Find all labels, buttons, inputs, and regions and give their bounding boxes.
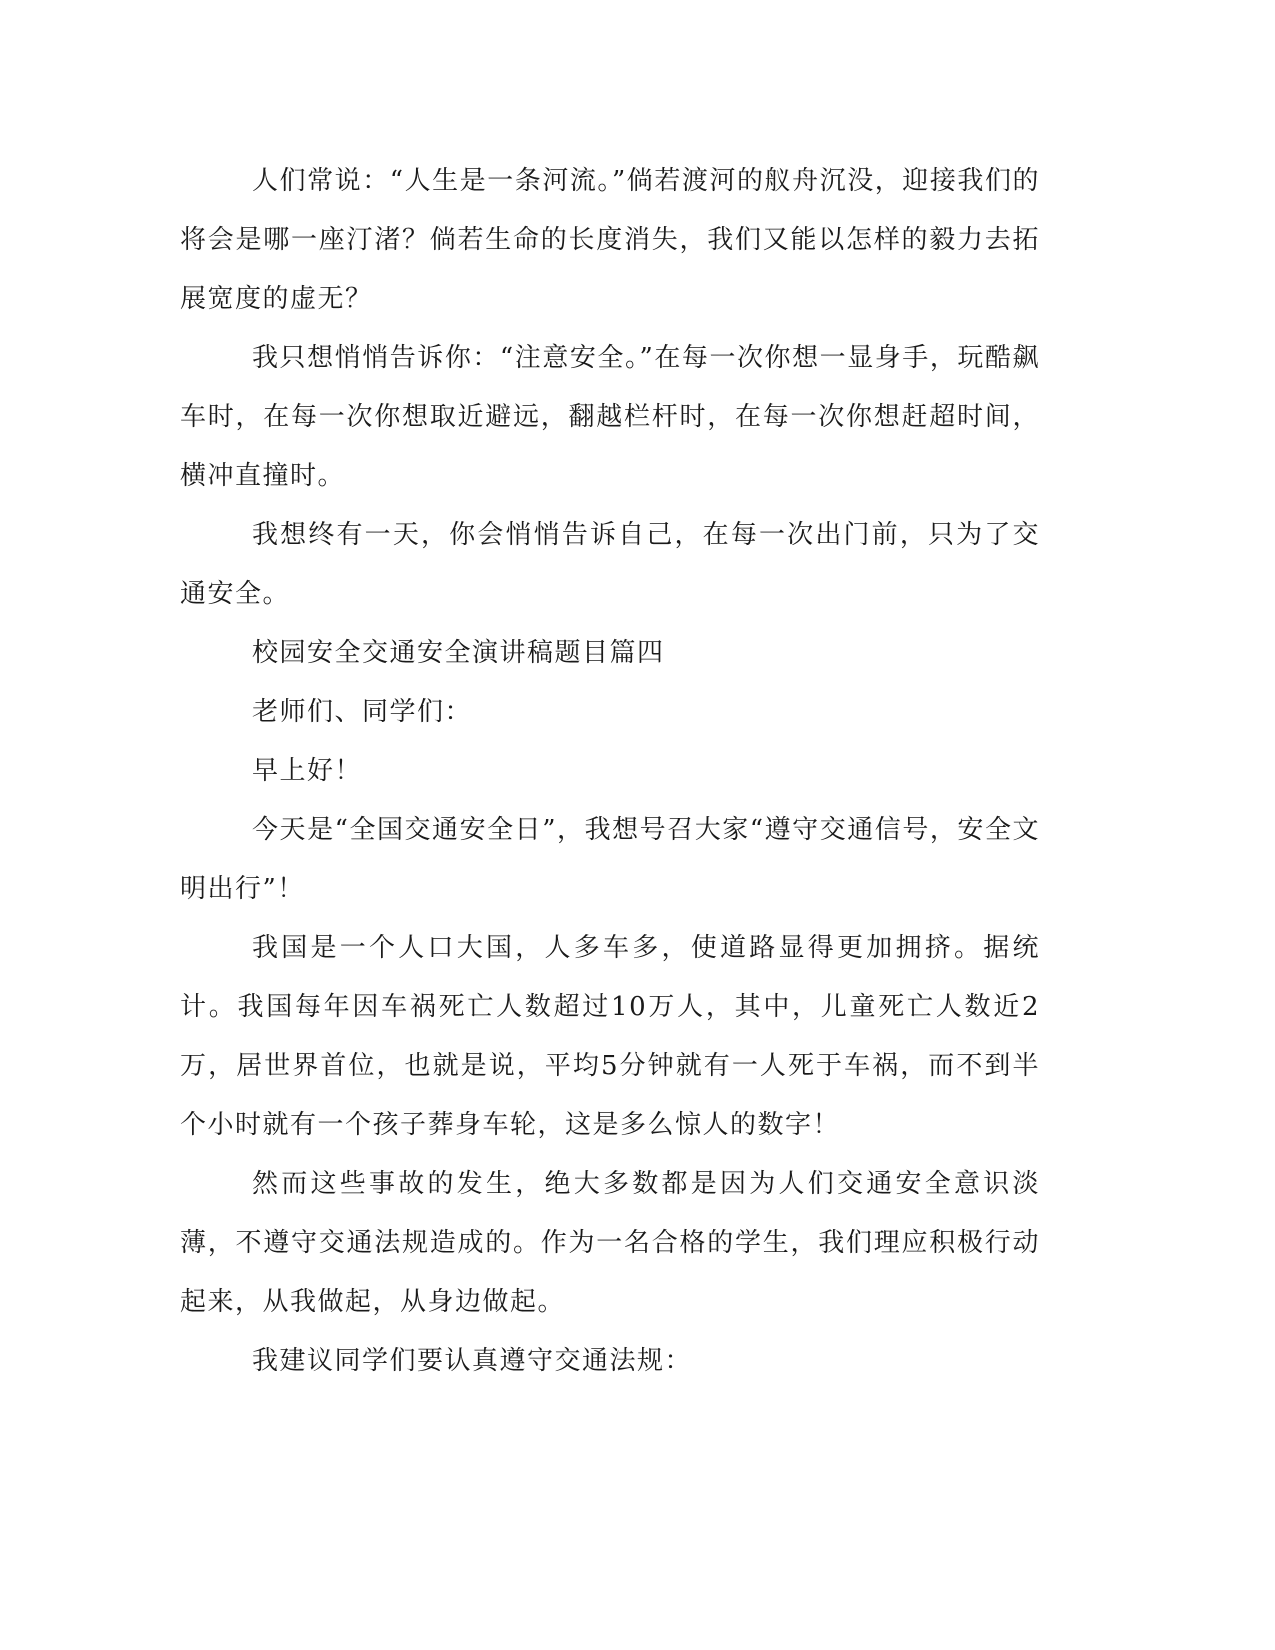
paragraph: 我想终有一天，你会悄悄告诉自己，在每一次出门前，只为了交通安全。 <box>180 520 1040 609</box>
paragraph: 我国是一个人口大国，人多车多，使道路显得更加拥挤。据统计。我国每年因车祸死亡人数超过10万人，其中，儿童死亡人数近2万，居世界首位，也就是说，平均5分钟就有一人死于车祸，而不到半个小时就有一个孩子葬身车轮，这是多么惊人的数字！ <box>180 933 1040 1140</box>
document-body <box>180 152 1040 1391</box>
salutation: 老师们、同学们： <box>252 697 473 727</box>
paragraph: 今天是“全国交通安全日”，我想号召大家“遵守交通信号，安全文明出行”！ <box>180 815 1040 904</box>
paragraph: 然而这些事故的发生，绝大多数都是因为人们交通安全意识淡薄，不遵守交通法规造成的。作为一名合格的学生，我们理应积极行动起来，从我做起，从身边做起。 <box>180 1169 1040 1317</box>
greeting: 早上好！ <box>252 756 363 786</box>
paragraph: 人们常说：“人生是一条河流。”倘若渡河的舣舟沉没，迎接我们的将会是哪一座汀渚？倘若生命的长度消失，我们又能以怎样的毅力去拓展宽度的虚无？ <box>180 166 1040 314</box>
section-heading: 校园安全交通安全演讲稿题目篇四 <box>252 638 665 668</box>
paragraph: 我建议同学们要认真遵守交通法规： <box>252 1346 693 1376</box>
paragraph: 我只想悄悄告诉你：“注意安全。”在每一次你想一显身手，玩酷飙车时，在每一次你想取近避远，翻越栏杆时，在每一次你想赶超时间，横冲直撞时。 <box>180 343 1040 491</box>
